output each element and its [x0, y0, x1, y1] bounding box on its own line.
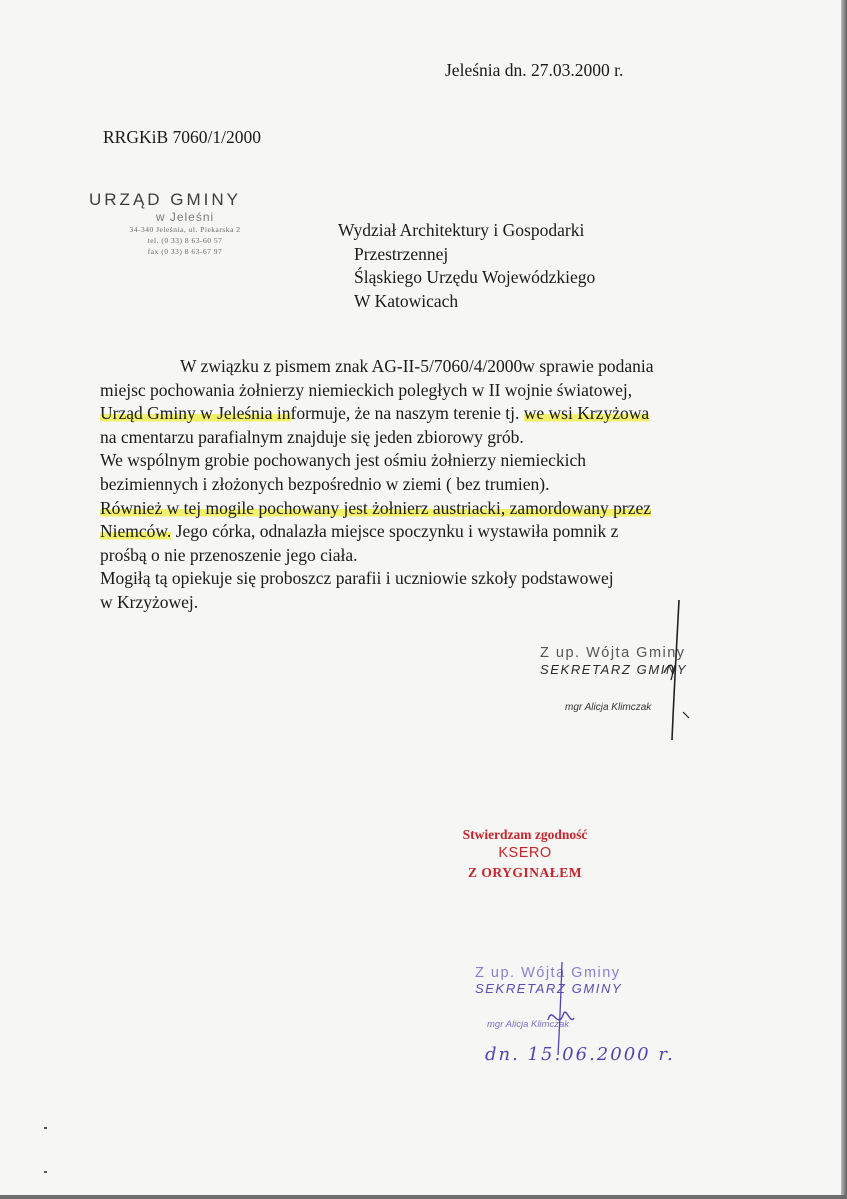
cert-signature-name: mgr Alicja Klimczak: [487, 1019, 569, 1030]
body-line: W związku z pismem znak AG-II-5/7060/4/2000w sprawie podania: [180, 356, 654, 376]
signature-stroke: [548, 1012, 574, 1020]
body-line: miejsc pochowania żołnierzy niemieckich poległych w II wojnie światowej,: [100, 379, 633, 400]
office-stamp-title: URZĄD GMINY: [89, 190, 241, 209]
certification-stamp-line-3: Z ORYGINAŁEM: [468, 865, 582, 880]
highlighted-text: we wsi Krzyżowa: [523, 403, 650, 424]
scan-edge: [841, 0, 847, 1199]
highlighted-text: Urząd Gminy w Jeleśnia in: [100, 403, 291, 424]
highlighted-text: Niemców.: [100, 521, 172, 542]
body-text-span: Jego córka, odnalazła miejsce spoczynku i wystawiła pomnik z: [171, 521, 619, 542]
office-stamp-address: 34-340 Jeleśnia, ul. Piekarska 2: [129, 225, 241, 234]
signature-stroke: [683, 712, 689, 718]
signature-stamp-name: mgr Alicja Klimczak: [565, 702, 652, 713]
addressee-line-3: Śląskiego Urzędu Wojewódzkiego: [354, 267, 596, 287]
body-line: na cmentarzu parafialnym znajduje się jeden zbiorowy grób.: [100, 426, 524, 447]
highlighted-text: Również w tej mogile pochowany jest żołnierz austriacki, zamordowany przez: [100, 497, 652, 518]
office-stamp-fax: fax (0 33) 8 63-67 97: [147, 247, 223, 256]
certification-stamp-line-2: KSERO: [498, 845, 552, 861]
signature-stroke: [664, 665, 673, 680]
scan-speck: [44, 1171, 47, 1173]
cert-signature-line-1: Z up. Wójta Gminy: [475, 965, 621, 981]
handwritten-date: dn. 15.06.2000 r.: [485, 1044, 675, 1065]
body-text-span: formuje, że na naszym terenie tj.: [290, 403, 524, 424]
addressee-line-4: W Katowicach: [354, 290, 459, 311]
signature-stroke: [558, 962, 562, 1055]
reference-number: RRGKiB 7060/1/2000: [103, 127, 262, 147]
certification-stamp-line-1: Stwierdzam zgodność: [462, 827, 588, 842]
cert-signature-line-2: SEKRETARZ GMINY: [475, 981, 623, 996]
scan-speck: [44, 1127, 47, 1129]
body-line: prośbą o nie przenoszenie jego ciała.: [100, 544, 358, 565]
addressee-line-1: Wydział Architektury i Gospodarki: [338, 220, 585, 240]
place-date: Jeleśnia dn. 27.03.2000 r.: [445, 60, 624, 80]
signature-stamp-line-1: Z up. Wójta Gminy: [540, 645, 686, 661]
office-stamp-location: w Jeleśni: [155, 210, 215, 224]
scan-edge-bottom: [0, 1195, 847, 1199]
body-line: bezimiennych i złożonych bezpośrednio w ziemi ( bez trumien).: [100, 473, 550, 494]
addressee-line-2: Przestrzennej: [354, 243, 449, 264]
signature-stamp-line-2: SEKRETARZ GMINY: [540, 662, 688, 677]
body-line: We wspólnym grobie pochowanych jest ośmiu żołnierzy niemieckich: [100, 450, 587, 471]
body-line: Mogiłą tą opiekuje się proboszcz parafii i uczniowie szkoły podstawowej: [100, 568, 614, 589]
office-stamp-phone: tel. (0 33) 8 63-60 57: [147, 236, 223, 245]
body-line: w Krzyżowej.: [100, 591, 199, 612]
